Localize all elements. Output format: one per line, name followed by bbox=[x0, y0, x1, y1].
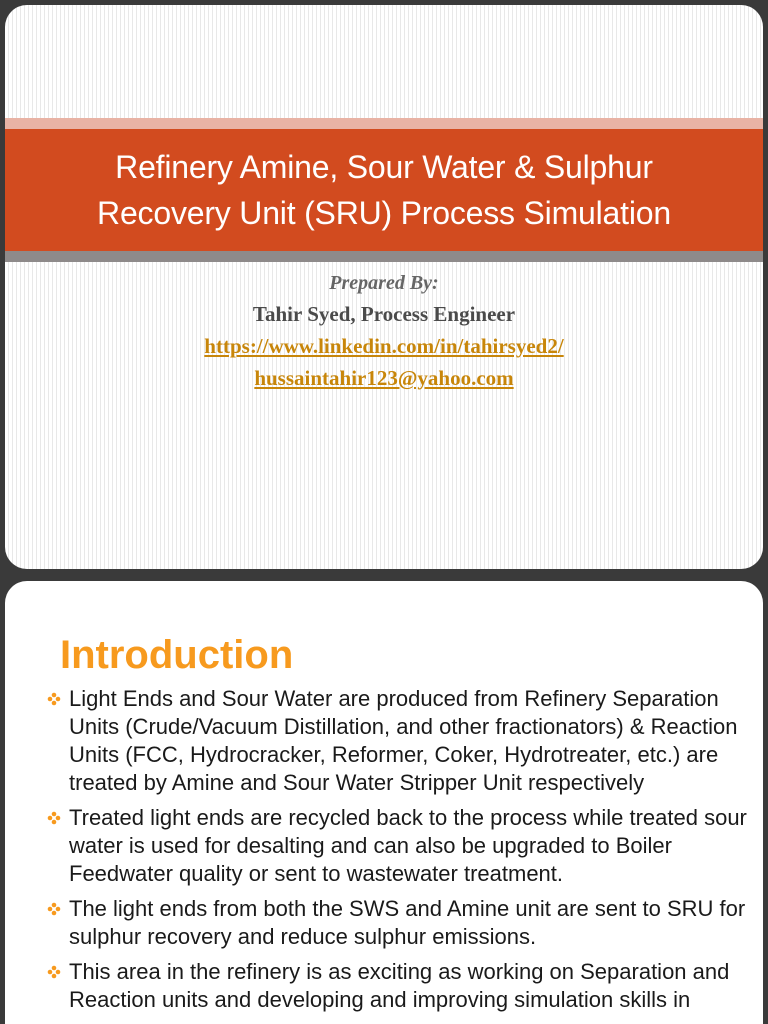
diamond-bullet-icon bbox=[47, 692, 61, 706]
diamond-bullet-icon bbox=[47, 811, 61, 825]
slide-title-line2: Recovery Unit (SRU) Process Simulation bbox=[97, 195, 671, 231]
bullet-list bbox=[47, 685, 752, 1021]
author-name: Tahir Syed, Process Engineer bbox=[252, 302, 516, 326]
introduction-slide bbox=[5, 581, 763, 1024]
title-band bbox=[5, 129, 763, 251]
title-top-strip bbox=[5, 118, 763, 129]
title-slide bbox=[5, 5, 763, 569]
bullet-text: Treated light ends are recycled back to the process while treated sour water is used for desalting and can also be upgraded to Boiler Feedwater quality or sent to wastewater treatment. bbox=[69, 805, 747, 886]
bullet-text: Light Ends and Sour Water are produced from Refinery Separation Units (Crude/Vacuum Distillation, and other fractionators) & Reaction Units (FCC, Hydrocracker, Reformer, Coker, Hydrotreater, etc.) are treated by Amine and Sour Water Stripper Unit respectively bbox=[69, 686, 738, 795]
slide-title-line1: Refinery Amine, Sour Water & Sulphur bbox=[115, 149, 653, 185]
linkedin-link[interactable]: https://www.linkedin.com/in/tahirsyed2/ bbox=[204, 334, 564, 358]
byline bbox=[5, 268, 763, 394]
list-item bbox=[47, 958, 752, 1014]
email-link[interactable]: hussaintahir123@yahoo.com bbox=[254, 366, 514, 390]
introduction-heading: Introduction bbox=[60, 633, 294, 677]
prepared-by-label: Prepared By: bbox=[329, 272, 439, 294]
list-item bbox=[47, 685, 752, 797]
slide-title bbox=[44, 144, 724, 236]
list-item bbox=[47, 804, 752, 888]
list-item bbox=[47, 895, 752, 951]
bullet-text: This area in the refinery is as exciting as working on Separation and Reaction units and developing and improving simulation skills in bbox=[69, 959, 730, 1012]
diamond-bullet-icon bbox=[47, 902, 61, 916]
diamond-bullet-icon bbox=[47, 965, 61, 979]
title-bottom-strip bbox=[5, 251, 763, 262]
bullet-text: The light ends from both the SWS and Amine unit are sent to SRU for sulphur recovery and reduce sulphur emissions. bbox=[69, 896, 746, 949]
